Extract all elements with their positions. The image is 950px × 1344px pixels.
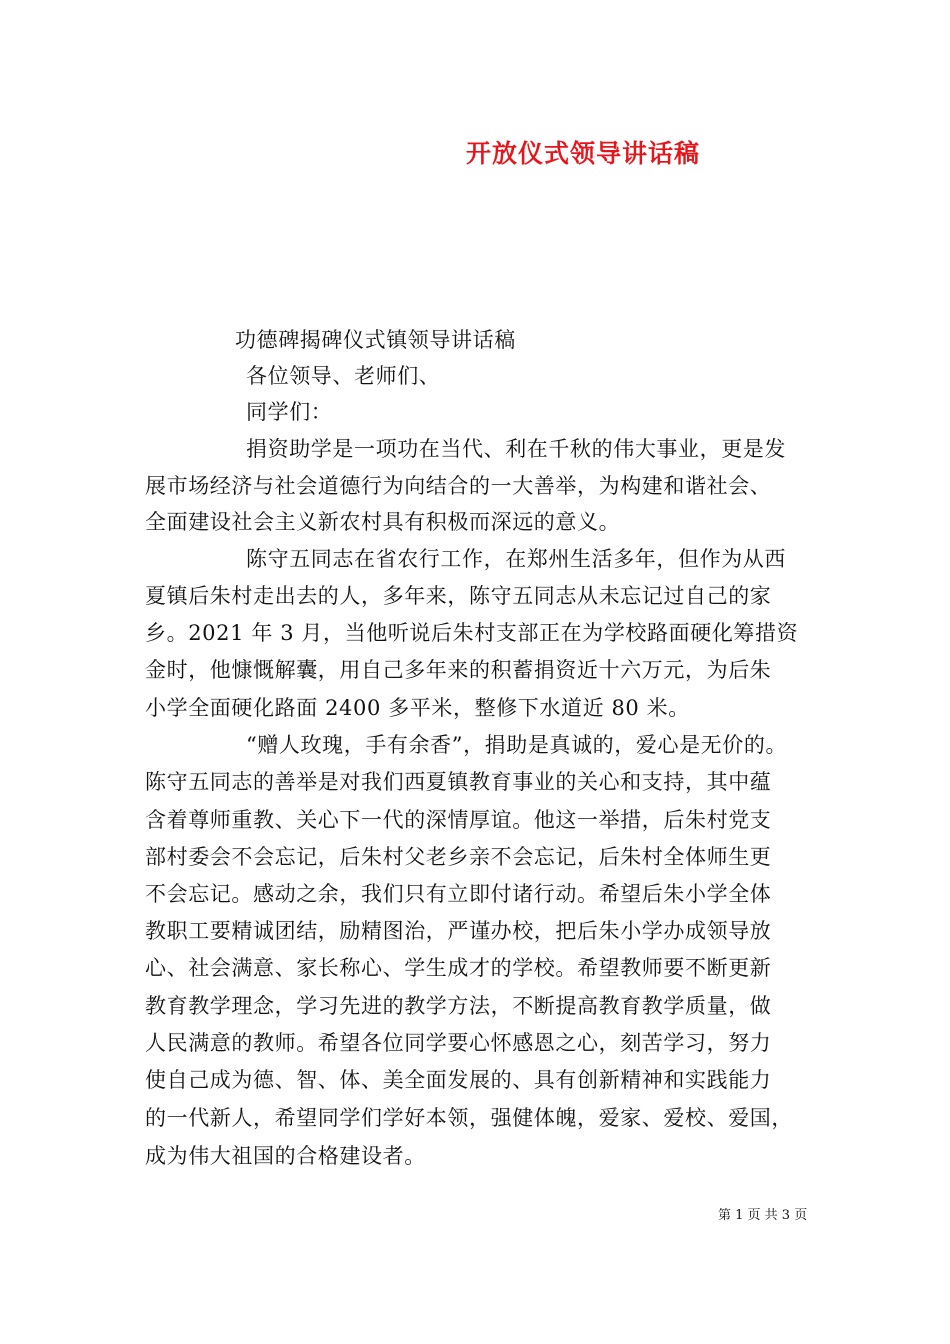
paragraph-line: 捐资助学是一项功在当代、利在千秋的伟大事业，更是发 xyxy=(246,437,786,461)
paragraph-line: 教育教学理念，学习先进的教学方法，不断提高教育教学质量，做 xyxy=(145,994,772,1018)
paragraph-line: 小学全面硬化路面 2400 多平米，整修下水道近 80 米。 xyxy=(145,696,690,720)
paragraph-line: 全面建设社会主义新农村具有积极而深远的意义。 xyxy=(145,510,621,534)
page-number: 第 1 页 共 3 页 xyxy=(718,1208,808,1223)
paragraph-line: 含着尊师重教、关心下一代的深情厚谊。他这一举措，后朱村党支 xyxy=(145,808,772,832)
paragraph-line: 陈守五同志的善举是对我们西夏镇教育事业的关心和支持，其中蕴 xyxy=(145,770,772,794)
paragraph-line: 成为伟大祖国的合格建设者。 xyxy=(145,1144,426,1168)
paragraph-line: “赠人玫瑰，手有余香”，捐助是真诚的，爱心是无价的。 xyxy=(246,733,788,757)
paragraph-line: 金时，他慷慨解囊，用自己多年来的积蓄捐资近十六万元，为后朱 xyxy=(145,658,772,682)
paragraph-line: 人民满意的教师。希望各位同学要心怀感恩之心，刻苦学习，努力 xyxy=(145,1031,772,1055)
paragraph-line: 教职工要精诚团结，励精图治，严谨办校，把后朱小学办成领导放 xyxy=(145,919,772,943)
salutation-line: 各位领导、老师们、 xyxy=(246,364,441,388)
paragraph-line: 的一代新人，希望同学们学好本领，强健体魄，爱家、爱校、爱国， xyxy=(145,1106,793,1130)
paragraph-line: 展市场经济与社会道德行为向结合的一大善举，为构建和谐社会、 xyxy=(145,474,772,498)
paragraph-line: 部村委会不会忘记，后朱村父老乡亲不会忘记，后朱村全体师生更 xyxy=(145,845,772,869)
paragraph-line: 心、社会满意、家长称心、学生成才的学校。希望教师要不断更新 xyxy=(145,956,772,980)
paragraph-line: 夏镇后朱村走出去的人，多年来，陈守五同志从未忘记过自己的家 xyxy=(145,584,772,608)
paragraph-line: 乡。2021 年 3 月，当他听说后朱村支部正在为学校路面硬化筹措资 xyxy=(145,621,799,645)
paragraph-line: 使自己成为德、智、体、美全面发展的、具有创新精神和实践能力 xyxy=(145,1068,772,1092)
paragraph-line: 陈守五同志在省农行工作，在郑州生活多年，但作为从西 xyxy=(246,547,786,571)
document-title: 开放仪式领导讲话稿 xyxy=(465,139,700,168)
speech-title: 功德碑揭碑仪式镇领导讲话稿 xyxy=(235,328,516,352)
salutation-line: 同学们： xyxy=(246,400,333,424)
paragraph-line: 不会忘记。感动之余，我们只有立即付诸行动。希望后朱小学全体 xyxy=(145,882,772,906)
